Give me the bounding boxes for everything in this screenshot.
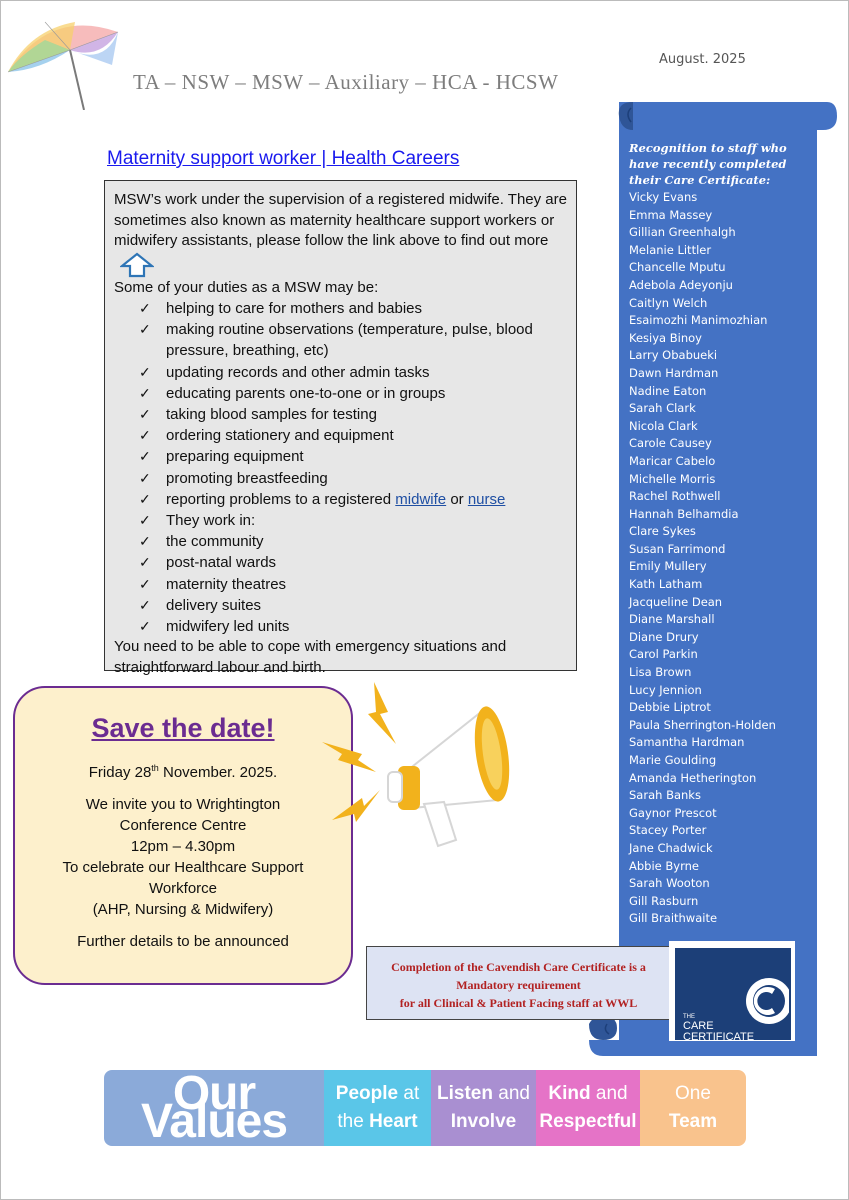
list-item: Maricar Cabelo (629, 453, 716, 468)
list-item: Jane Chadwick (629, 840, 713, 855)
mandatory-line-2: Mandatory requirement (456, 978, 581, 992)
list-item: Diane Marshall (629, 612, 715, 627)
list-item: ✓ helping to care for mothers and babies (139, 298, 568, 319)
recognition-panel (629, 140, 799, 928)
list-item: Kath Latham (629, 577, 703, 592)
duties-intro: Some of your duties as a MSW may be: (114, 278, 379, 296)
role-tagline: TA – NSW – MSW – Auxiliary – HCA - HCSW (133, 70, 559, 94)
save-the-date-title: Save the date! (91, 713, 275, 743)
list-item: ✓ They work in: (139, 510, 568, 531)
duties-list (139, 298, 568, 637)
list-item: Nicola Clark (629, 418, 698, 433)
list-item: ✓ delivery suites (139, 595, 568, 616)
list-item: Sarah Wooton (629, 876, 710, 891)
list-item: Lucy Jennion (629, 682, 702, 697)
list-item: Amanda Hetherington (629, 770, 757, 785)
check-icon: ✓ (139, 384, 151, 401)
list-item: Emily Mullery (629, 559, 707, 574)
list-item: Melanie Littler (629, 242, 712, 257)
check-icon: ✓ (139, 490, 151, 507)
value-one-team: One Team (640, 1070, 746, 1146)
list-item: Larry Obabueki (629, 348, 718, 363)
list-item: Gill Rasburn (629, 893, 699, 908)
msw-intro (114, 190, 568, 278)
list-item: ✓ maternity theatres (139, 574, 568, 595)
list-item: ✓ the community (139, 531, 568, 552)
list-item: ✓ promoting breastfeeding (139, 468, 568, 489)
list-item: Gill Braithwaite (629, 911, 718, 926)
check-icon: ✓ (139, 512, 151, 529)
list-item: Gaynor Prescot (629, 805, 717, 820)
mandatory-line-3: for all Clinical & Patient Facing staff at WWL (399, 996, 638, 1010)
msw-closing: You need to be able to cope with emergency situations and straightforward labour and birth. (114, 638, 507, 676)
list-item: Kesiya Binoy (629, 330, 702, 345)
check-icon: ✓ (139, 596, 151, 613)
list-item: Susan Farrimond (629, 541, 726, 556)
list-item: Stacey Porter (629, 823, 707, 838)
health-careers-link[interactable]: Maternity support worker | Health Careers (107, 148, 460, 169)
save-the-date-card (13, 686, 353, 985)
celebrate-line-2: Workforce (148, 880, 218, 897)
list-item: Samantha Hardman (629, 735, 745, 750)
list-item: Michelle Morris (629, 471, 716, 486)
newsletter-date: August. 2025 (659, 52, 746, 67)
event-time: 12pm – 4.30pm (130, 838, 236, 855)
check-icon: ✓ (139, 427, 151, 444)
mandatory-line-1: Completion of the Cavendish Care Certificate is a (391, 960, 646, 974)
list-item: Nadine Eaton (629, 383, 707, 398)
list-item: ✓ reporting problems to a registered midwife or nurse (139, 489, 568, 510)
list-item: Rachel Rothwell (629, 489, 721, 504)
list-item: Gillian Greenhalgh (629, 225, 736, 240)
further-details: Further details to be announced (77, 933, 289, 950)
list-item: Diane Drury (629, 629, 699, 644)
list-item: Lisa Brown (629, 665, 692, 680)
megaphone-icon (316, 680, 516, 875)
value-people-at-heart: People at the Heart (324, 1070, 431, 1146)
nurse-link[interactable]: nurse (467, 490, 506, 508)
check-icon: ✓ (139, 554, 151, 571)
care-certificate-logo (669, 941, 795, 1041)
recognition-heading: Recognition to staff who have recently completed their Care Certificate: (629, 141, 787, 187)
list-item: Abbie Byrne (629, 858, 699, 873)
list-item: Chancelle Mputu (629, 260, 726, 275)
value-kind-respectful: Kind and Respectful (536, 1070, 640, 1146)
list-item: ✓ making routine observations (temperature, pulse, blood pressure, breathing, etc) (139, 321, 533, 360)
check-icon: ✓ (139, 618, 151, 635)
check-icon: ✓ (139, 406, 151, 423)
check-icon: ✓ (139, 469, 151, 486)
our-values-title: Our Values (104, 1070, 324, 1146)
check-icon: ✓ (139, 321, 151, 338)
list-item: Carole Causey (629, 436, 712, 451)
invite-line-2: Conference Centre (119, 817, 247, 834)
check-icon: ✓ (139, 363, 151, 380)
list-item: Paula Sherrington-Holden (629, 717, 776, 732)
midwife-link[interactable]: midwife (395, 490, 447, 508)
list-item: ✓ taking blood samples for testing (139, 404, 568, 425)
list-item: Emma Massey (629, 207, 713, 222)
list-item: Sarah Clark (629, 401, 696, 416)
list-item: Esaimozhi Manimozhian (629, 313, 768, 328)
check-icon: ✓ (139, 448, 151, 465)
list-item: ✓ educating parents one-to-one or in groups (139, 383, 568, 404)
list-item: ✓ preparing equipment (139, 446, 568, 467)
list-item: Hannah Belhamdia (629, 506, 739, 521)
list-item: ✓ post-natal wards (139, 552, 568, 573)
list-item: Debbie Liptrot (629, 700, 711, 715)
msw-info-box (104, 180, 577, 676)
check-icon: ✓ (139, 300, 151, 316)
care-certificate-text: THE CARE CERTIFICATE (683, 1014, 755, 1043)
list-item: Clare Sykes (629, 524, 696, 539)
care-certificate-badge (675, 948, 791, 1043)
value-listen-involve: Listen and Involve (431, 1070, 536, 1146)
list-item: Sarah Banks (629, 788, 701, 803)
invite-line-1: We invite you to Wrightington (85, 796, 281, 813)
list-item: Dawn Hardman (629, 365, 719, 380)
list-item: Vicky Evans (629, 190, 698, 204)
our-values-banner (104, 1070, 746, 1146)
event-date: Friday 28th November. 2025. (88, 763, 278, 781)
list-item: Jacqueline Dean (629, 594, 723, 609)
list-item: ✓ updating records and other admin tasks (139, 362, 568, 383)
mandatory-notice (366, 946, 671, 1020)
check-icon: ✓ (139, 575, 151, 592)
check-icon: ✓ (139, 533, 151, 550)
groups-line: (AHP, Nursing & Midwifery) (92, 901, 274, 918)
up-arrow-icon (120, 252, 154, 278)
list-item: ✓ midwifery led units (139, 616, 568, 637)
list-item: Caitlyn Welch (629, 295, 708, 310)
list-item: Marie Goulding (629, 753, 717, 767)
recognition-names (629, 189, 799, 928)
celebrate-line-1: To celebrate our Healthcare Support (62, 859, 304, 876)
list-item: ✓ ordering stationery and equipment (139, 425, 568, 446)
rainbow-umbrella-icon (0, 10, 125, 110)
list-item: Carol Parkin (629, 647, 698, 662)
msw-intro-text: MSW’s work under the supervision of a registered midwife. They are sometimes also known as maternity healthcare support workers or midwifery assistants, please follow the link above to find out more (114, 191, 567, 249)
list-item: Adebola Adeyonju (629, 277, 733, 292)
